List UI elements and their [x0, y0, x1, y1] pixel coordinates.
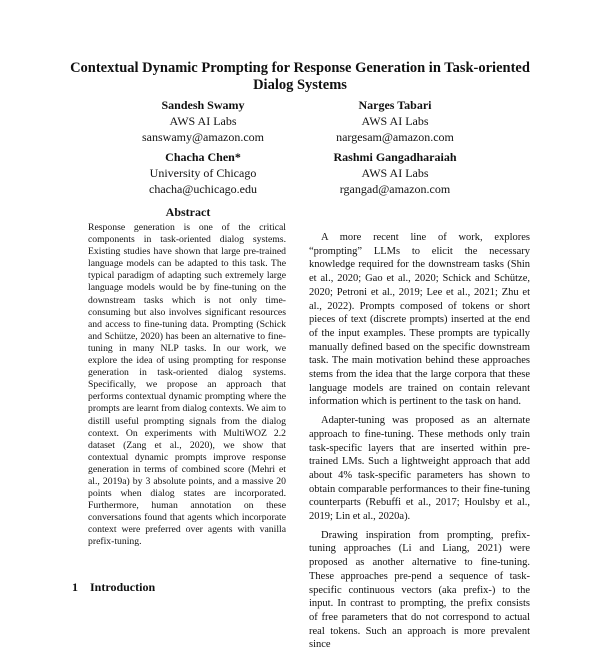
section-number: 1	[72, 580, 78, 594]
author-email: chacha@uchicago.edu	[149, 182, 257, 196]
paragraph: Adapter-tuning was proposed as an alternate approach to fine-tuning. These methods only train task-specific layers that are inserted within pre-trained LMs. Such a lightweight approach that add about 4% task-specific parameters has shown to obtain comparable performances to their fine-tuning counterparts (Rebuffi et al., 2017; Houlsby et al., 2019; Lin et al., 2020a).	[309, 415, 530, 523]
author-name: Narges Tabari	[358, 98, 432, 112]
paragraph: Drawing inspiration from prompting, prefix-tuning approaches (Li and Liang, 2021) were proposed as another alternative to fine-tuning. These approaches pre-pend a sequence of task-specific continuous vectors (aka prefix-) to the input. In contrast to prompting, the prefix consists of free parameters that do not correspond to actual real tokens. Such an approach is more prevalent since	[309, 529, 530, 651]
author-affiliation: AWS AI Labs	[169, 114, 237, 128]
author-block	[103, 97, 303, 145]
author-affiliation: AWS AI Labs	[361, 114, 429, 128]
author-name: Chacha Chen*	[165, 150, 241, 164]
author-affiliation: AWS AI Labs	[361, 166, 429, 180]
paper-title: Contextual Dynamic Prompting for Response Generation in Task-oriented Dialog Systems	[70, 60, 530, 93]
author-name: Sandesh Swamy	[161, 98, 245, 112]
author-name: Rashmi Gangadharaiah	[333, 150, 457, 164]
author-affiliation: University of Chicago	[149, 166, 257, 180]
paragraph: A more recent line of work, explores “prompting” LLMs to elicit the necessary knowledge required for the downstream tasks (Shin et al., 2020; Gao et al., 2020; Schick and Schütze, 2020; Petroni et al., 2019; Lee et al., 2021; Zhu et al., 2022). Prompts composed of tokens or short pieces of text (discrete prompts) inserted at the end of the input examples. These prompts are typically manually defined based on the specific downstream task. The main motivation behind these approaches stems from the idea that the large corpora that these language models are trained on contain relevant information which is pertinent to the task on hand.	[309, 232, 530, 408]
author-email: sanswamy@amazon.com	[141, 130, 264, 144]
author-email: nargesam@amazon.com	[336, 130, 454, 144]
author-block	[295, 97, 495, 145]
right-column	[309, 231, 530, 651]
section-title: Introduction	[90, 580, 156, 594]
author-block	[103, 149, 303, 197]
author-email: rgangad@amazon.com	[339, 182, 451, 196]
author-block	[295, 149, 495, 197]
section-heading	[72, 580, 155, 595]
abstract-heading: Abstract	[165, 205, 211, 219]
abstract-text: Response generation is one of the critical components in task-oriented dialog systems. Existing studies have shown that large pre-trained language models can be adapted to this task. The typical paradigm of adapting such extremely large language models would be by fine-tuning on the downstream tasks which is not only time-consuming but also involves significant resources and access to fine-tuning data. Prompting (Schick and Schütze, 2020) has been an alternative to fine-tuning in many NLP tasks. In our work, we explore the idea of using prompting for response generation in task-oriented dialog systems. Specifically, we propose an approach that performs contextual dynamic prompting where the prompts are learnt from dialog contexts. We aim to distill useful prompting signals from the dialog context. On experiments with MultiWOZ 2.2 dataset (Zang et al., 2020), we show that contextual dynamic prompts improve response generation in terms of combined score (Mehri et al., 2019a) by 3 absolute points, and a massive 20 points when dialog states are incorporated. Furthermore, human annotation on these conversations found that agents which incorporate context were preferred over agents with vanilla prefix-tuning.	[88, 222, 286, 548]
